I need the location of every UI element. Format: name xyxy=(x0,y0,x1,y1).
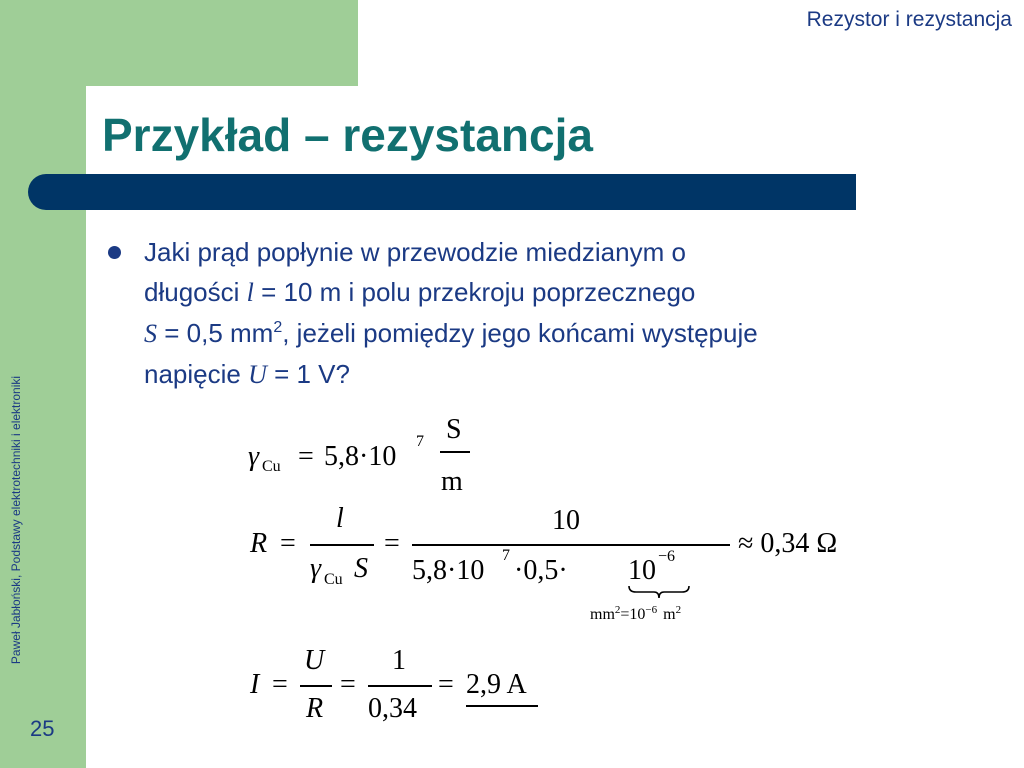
resistance-formula: R = l γ Cu S = 10 5,8·10 7 ·0,5· 10 −6 $mm^2=10^{-6}$ $m^2$ ≈ 0,34 Ω xyxy=(250,503,838,623)
result-value: 2,9 A xyxy=(466,669,527,700)
header-title: Rezystor i rezystancja xyxy=(806,8,1012,31)
title-underline-bar xyxy=(28,174,856,210)
var-l: l xyxy=(246,278,254,307)
slide-title: Przykład – rezystancja xyxy=(102,109,593,161)
var-u: U xyxy=(248,360,267,389)
page-number: 25 xyxy=(30,716,55,741)
result-underline xyxy=(466,705,538,707)
conductivity-formula: γ Cu = 5,8·10 7 S m xyxy=(248,412,488,502)
question-text: Jaki prąd popłynie w przewodzie miedzianym o długości l = 10 m i polu przekroju poprzecznego S = 0,5 $mm^2$, jeżeli pomiędzy jego końcami występuje napięcie U = 1 V? xyxy=(144,237,758,389)
brace-note: $mm^2=10^{-6}$ $m^2$ xyxy=(590,604,682,623)
var-s: S xyxy=(144,319,157,348)
underbrace-icon xyxy=(628,585,690,599)
author-footer: Paweł Jabłoński, Podstawy elektrotechniki i elektroniki xyxy=(9,375,23,665)
current-formula: I = U R = 1 0,34 = 2,9 A xyxy=(250,645,550,730)
top-left-background xyxy=(0,0,358,86)
bullet-icon xyxy=(108,246,121,259)
